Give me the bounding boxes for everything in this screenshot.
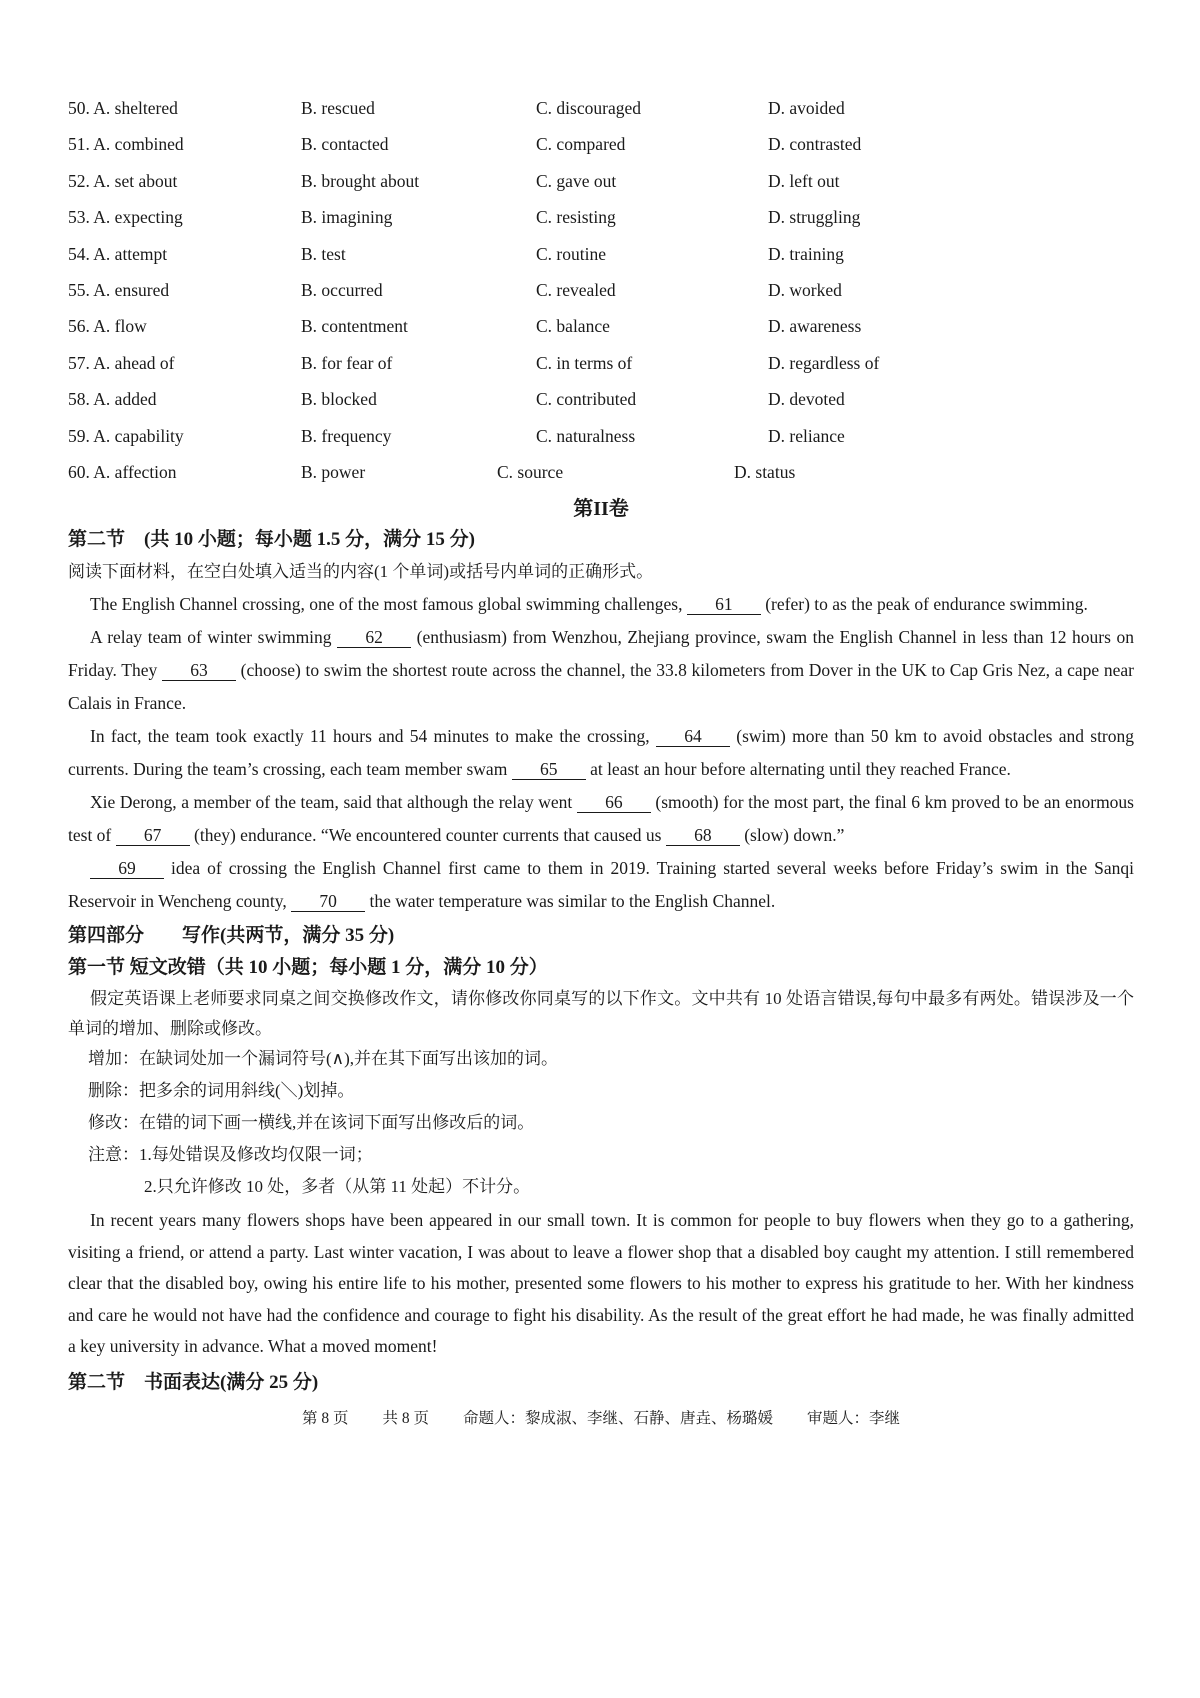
option-c: C. discouraged [536,98,641,118]
mcq-row [68,308,1134,344]
option-b: B. frequency [301,425,392,446]
blank-63: 63 [162,660,236,681]
option-b: B. for fear of [301,352,393,373]
cloze-paragraph: 69 idea of crossing the English Channel first came to them in 2019. Training started several weeks before Friday’s swim in the Sanqi Reservoir in Wencheng county, 70 the water temperature was similar to the English Channel. [68,858,1134,912]
option-b: B. occurred [301,280,383,301]
option-c: C. revealed [536,280,616,301]
blank-67: 67 [116,825,190,846]
correction-intro: 假定英语课上老师要求同桌之间交换修改作文，请你修改你同桌写的以下作文。文中共有 10 处语言错误,每句中最多有两处。错误涉及一个单词的增加、删除或修改。 [68,989,1134,1038]
option-b: B. brought about [301,170,420,191]
option-c: C. resisting [536,207,616,228]
option-d: D. worked [768,280,842,301]
blank-66: 66 [577,792,651,813]
option-c: C. balance [536,316,610,337]
option-a: 50. A. sheltered [68,98,178,118]
mcq-row [68,454,1134,490]
mcq-row [68,199,1134,235]
option-d: D. status [734,462,796,483]
option-a: 60. A. affection [68,462,177,483]
mcq-row [68,345,1134,381]
cloze-paragraph: A relay team of winter swimming 62 (enthusiasm) from Wenzhou, Zhejiang province, swam the English Channel in less than 12 hours on Friday. They 63 (choose) to swim the shortest route across the channel, the 33.8 kilometers from Dover in the UK to Cap Gris Nez, a cape near Calais in France. [68,627,1134,714]
option-c: C. gave out [536,170,617,191]
option-c: C. routine [536,243,606,264]
option-c: C. in terms of [536,352,633,373]
correction-section-title: 第一节 短文改错（共 10 小题；每小题 1 分，满分 10 分） [68,957,548,979]
part4-title: 第四部分 写作(共两节，满分 35 分) [68,925,395,947]
option-b: B. contentment [301,316,408,337]
blank-69: 69 [90,858,164,879]
correction-essay: In recent years many flowers shops have been appeared in our small town. It is common for people to buy flowers when they go to a gathering, visiting a friend, or attend a party. Last winter vacation, I was about to leave a flower shop that a disabled boy caught my attention. I still remembered clear that the disabled boy, owing his entire life to his mother, presented some flowers to his mother to express his gratitude to her. With her kindness and care he would not have had the confidence and courage to fight his disability. As the result of the great effort he had made, he was finally admitted a key university in advance. What a moved moment! [68,1210,1134,1357]
blank-70: 70 [291,891,365,912]
blank-62: 62 [337,627,411,648]
option-a: 57. A. ahead of [68,352,175,373]
rule-note-2: 2.只允许修改 10 处，多者（从第 11 处起）不计分。 [144,1177,531,1197]
option-d: D. reliance [768,425,845,446]
blank-68: 68 [666,825,740,846]
cloze-paragraph: The English Channel crossing, one of the most famous global swimming challenges, 61 (refer) to as the peak of endurance swimming. [90,594,1088,615]
option-d: D. contrasted [768,134,862,155]
cloze-passage [68,588,1134,918]
option-a: 59. A. capability [68,425,184,446]
mcq-row [68,418,1134,454]
option-c: C. contributed [536,389,637,410]
option-b: B. imagining [301,207,393,228]
footer-page-total: 共 8 页 [382,1409,429,1427]
cloze-instruction: 阅读下面材料，在空白处填入适当的内容(1 个单词)或括号内单词的正确形式。 [68,562,654,582]
option-d: D. devoted [768,389,845,410]
option-b: B. rescued [301,98,375,118]
option-d: D. training [768,243,844,264]
option-a: 51. A. combined [68,134,184,155]
blank-64: 64 [656,726,730,747]
cloze-section-title: 第二节 (共 10 小题；每小题 1.5 分，满分 15 分) [68,529,475,551]
mcq-row [68,163,1134,199]
option-c: C. compared [536,134,626,155]
option-c: C. naturalness [536,425,636,446]
option-d: D. avoided [768,98,845,118]
cloze-paragraph: Xie Derong, a member of the team, said that although the relay went 66 (smooth) for the most part, the final 6 km proved to be an enormous test of 67 (they) endurance. “We encountered counter currents that caused us 68 (slow) down.” [68,792,1134,846]
option-c: C. source [497,462,564,483]
mcq-row [68,236,1134,272]
blank-61: 61 [687,594,761,615]
mcq-row [68,381,1134,417]
footer-reviewer: 审题人：李继 [807,1409,901,1427]
rule-add: 增加：在缺词处加一个漏词符号(∧),并在其下面写出该加的词。 [88,1049,559,1069]
blank-65: 65 [512,759,586,780]
footer-page-number: 第 8 页 [301,1409,349,1427]
mcq-row [68,272,1134,308]
section2-title: 第二节 书面表达(满分 25 分) [68,1371,319,1393]
option-d: D. regardless of [768,352,880,373]
mcq-row [68,126,1134,162]
rule-modify: 修改：在错的词下画一横线,并在该词下面写出修改后的词。 [88,1113,535,1133]
option-b: B. blocked [301,389,377,410]
option-d: D. left out [768,170,840,191]
option-b: B. test [301,243,346,264]
mcq-row [68,90,1134,126]
footer-setters: 命题人：黎成淑、李继、石静、唐垚、杨璐媛 [463,1409,774,1427]
rule-delete: 删除：把多余的词用斜线(＼)划掉。 [88,1081,355,1101]
option-a: 54. A. attempt [68,243,168,264]
volume-title: 第II卷 [573,498,629,521]
rule-note-1: 注意：1.每处错误及修改均仅限一词； [88,1145,373,1165]
mcq-options-block [68,90,1134,490]
option-a: 52. A. set about [68,170,178,191]
option-a: 55. A. ensured [68,280,170,301]
option-a: 53. A. expecting [68,207,183,228]
cloze-paragraph: In fact, the team took exactly 11 hours and 54 minutes to make the crossing, 64 (swim) more than 50 km to avoid obstacles and strong currents. During the team’s crossing, each team member swam 65 at least an hour before alternating until they reached France. [68,726,1135,780]
option-a: 58. A. added [68,389,157,410]
option-d: D. struggling [768,207,861,228]
option-a: 56. A. flow [68,316,147,337]
option-b: B. contacted [301,134,389,155]
page-footer [68,1407,1134,1431]
option-d: D. awareness [768,316,862,337]
option-b: B. power [301,462,366,483]
